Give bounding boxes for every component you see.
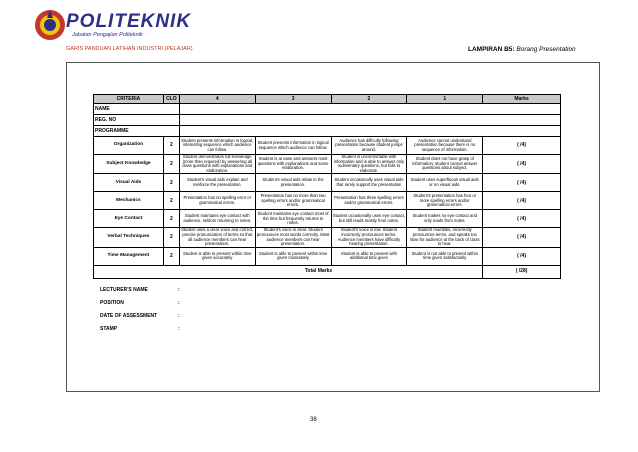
score-4-descriptor: Student is able to present within time given accurately [179, 247, 255, 265]
signature-field-label: STAMP [100, 326, 118, 332]
score-3-descriptor: Student is at ease and answers most questions with explanations and some elaboration. [255, 155, 331, 174]
brand-name: POLITEKNIK [66, 11, 192, 32]
score-4-descriptor: Student's visual aids explain and reinforce the presentation. [179, 174, 255, 192]
column-header-marks: Marks [483, 95, 561, 104]
clo-cell: 2 [163, 137, 179, 155]
criteria-cell: Subject Knowledge [94, 155, 164, 174]
criteria-cell: Organization [94, 137, 164, 155]
signature-field-label: LECTURER'S NAME [100, 287, 148, 293]
student-info-value-field[interactable] [179, 104, 560, 115]
score-1-descriptor: Student uses superfluous visual aids or no visual aids. [407, 174, 483, 192]
score-1-descriptor: Student does not have grasp of information; student cannot answer questions about subject. [407, 155, 483, 174]
score-3-descriptor: Student presents information in logical sequence which audience can follow. [255, 137, 331, 155]
brand-subtitle: Jabatan Pengajian Politeknik [72, 32, 143, 38]
score-2-descriptor: Student's voice is low. Student incorrectly pronounces terms. Audience members have difficulty hearing presentation. [331, 228, 407, 247]
score-1-descriptor: Student makes no eye contact and only reads from notes. [407, 210, 483, 228]
criteria-cell: Eye Contact [94, 210, 164, 228]
signature-field-colon: : [178, 287, 180, 293]
marks-cell[interactable]: ( /4) [483, 174, 561, 192]
page-number: 38 [310, 417, 317, 423]
marks-cell[interactable]: ( /4) [483, 192, 561, 210]
score-2-descriptor: Student is able to present with additional time given [331, 247, 407, 265]
marks-cell[interactable]: ( /4) [483, 228, 561, 247]
score-2-descriptor: Student is uncomfortable with information and is able to answer only rudimentary questions, but fails to elaborate. [331, 155, 407, 174]
column-header-score-3: 3 [255, 95, 331, 104]
score-3-descriptor: Student's visual aids relate to the presentation. [255, 174, 331, 192]
signature-field-colon: : [178, 300, 180, 306]
student-info-label: NAME [94, 104, 180, 115]
total-marks-value: ( /28) [483, 265, 561, 278]
rubric-row [94, 155, 561, 174]
criteria-cell: Verbal Techniques [94, 228, 164, 247]
score-4-descriptor: Student uses a clear voice and correct, precise pronunciation of terms so that all audience members can hear presentation. [181, 227, 254, 247]
student-info-label: PROGRAMME [94, 126, 180, 137]
lampiran-form-name: Borang Presentation [516, 46, 576, 53]
student-info-row [94, 104, 561, 115]
clo-cell: 2 [163, 192, 179, 210]
score-2-descriptor: Student occasionally uses eye contact, but still reads mostly from notes. [331, 210, 407, 228]
marks-cell[interactable]: ( /4) [483, 210, 561, 228]
clo-cell: 2 [163, 210, 179, 228]
rubric-row [94, 210, 561, 228]
rubric-row [94, 228, 561, 247]
column-header-clo: CLO [163, 95, 179, 104]
student-info-value-field[interactable] [179, 115, 560, 126]
clo-cell: 2 [163, 247, 179, 265]
signature-field-label: POSITION [100, 300, 124, 306]
score-3-descriptor: Presentation has no more than two spelling errors and/or grammatical errors. [255, 192, 331, 210]
signature-field [100, 300, 180, 306]
guide-title: GARIS PANDUAN LATIHAN INDUSTRI (PELAJAR) [66, 46, 193, 52]
criteria-cell: Visual Aids [94, 174, 164, 192]
score-3-descriptor: Student's voice is clear. Student pronounces most words correctly. Most audience members can hear presentation. [256, 227, 330, 247]
score-3-descriptor: Student is able to present within time given moderately [255, 247, 331, 265]
score-4-descriptor: Student presents information in logical, interesting sequence which audience can follow. [179, 137, 255, 155]
rubric-row [94, 192, 561, 210]
score-4-descriptor: Student maintains eye contact with audience, seldom returning to notes. [179, 210, 255, 228]
student-info-row [94, 126, 561, 137]
score-2-descriptor: Audience has difficulty following presentation because student jumps around. [331, 137, 407, 155]
student-info-row [94, 115, 561, 126]
signature-field-colon: : [178, 326, 180, 332]
student-info-label: REG. NO [94, 115, 180, 126]
signature-field-colon: : [178, 313, 180, 319]
criteria-cell: Time Management [94, 247, 164, 265]
signature-field [100, 313, 180, 319]
rubric-row [94, 174, 561, 192]
rubric-row [94, 137, 561, 155]
rubric-row [94, 247, 561, 265]
lampiran-code: LAMPIRAN B5: [468, 46, 515, 53]
politeknik-logo-icon [34, 8, 66, 42]
score-2-descriptor: Presentation has three spelling errors and/or grammatical errors. [331, 192, 407, 210]
presentation-rubric-table [93, 94, 561, 279]
clo-cell: 2 [163, 228, 179, 247]
clo-cell: 2 [163, 174, 179, 192]
signature-field-label: DATE OF ASSESSMENT [100, 313, 158, 319]
column-header-criteria: CRITERIA [94, 95, 164, 104]
score-4-descriptor: Presentation has no spelling error or grammatical errors. [179, 192, 255, 210]
marks-cell[interactable]: ( /4) [483, 137, 561, 155]
student-info-value-field[interactable] [179, 126, 560, 137]
score-1-descriptor: Student's presentation has four or more spelling errors and/or grammatical errors. [407, 192, 483, 210]
score-2-descriptor: Student occasionally uses visual aids that rarely support the presentation [331, 174, 407, 192]
total-marks-label: Total Marks [94, 265, 483, 278]
rubric-header-row [94, 95, 561, 104]
score-4-descriptor: Student demonstrates full knowledge (more than required) by answering all class questions with explanations and elaboration. [179, 155, 255, 174]
score-1-descriptor: Student mumbles, incorrectly pronounces terms, and speaks too slow for audience at the back of class to hear. [407, 228, 483, 247]
total-marks-row [94, 265, 561, 278]
criteria-cell: Mechanics [94, 192, 164, 210]
lampiran-title [468, 46, 576, 53]
signature-field [100, 326, 180, 332]
clo-cell: 2 [163, 155, 179, 174]
score-1-descriptor: Student is not able to present within time given satisfactorily [407, 247, 483, 265]
signature-field [100, 287, 180, 293]
marks-cell[interactable]: ( /4) [483, 155, 561, 174]
score-1-descriptor: Audience cannot understand presentation because there is no sequence of information. [407, 137, 483, 155]
column-header-score-1: 1 [407, 95, 483, 104]
column-header-score-2: 2 [331, 95, 407, 104]
column-header-score-4: 4 [179, 95, 255, 104]
marks-cell[interactable]: ( /4) [483, 247, 561, 265]
score-3-descriptor: Student maintains eye contact most of the time but frequently returns to notes. [255, 210, 331, 228]
